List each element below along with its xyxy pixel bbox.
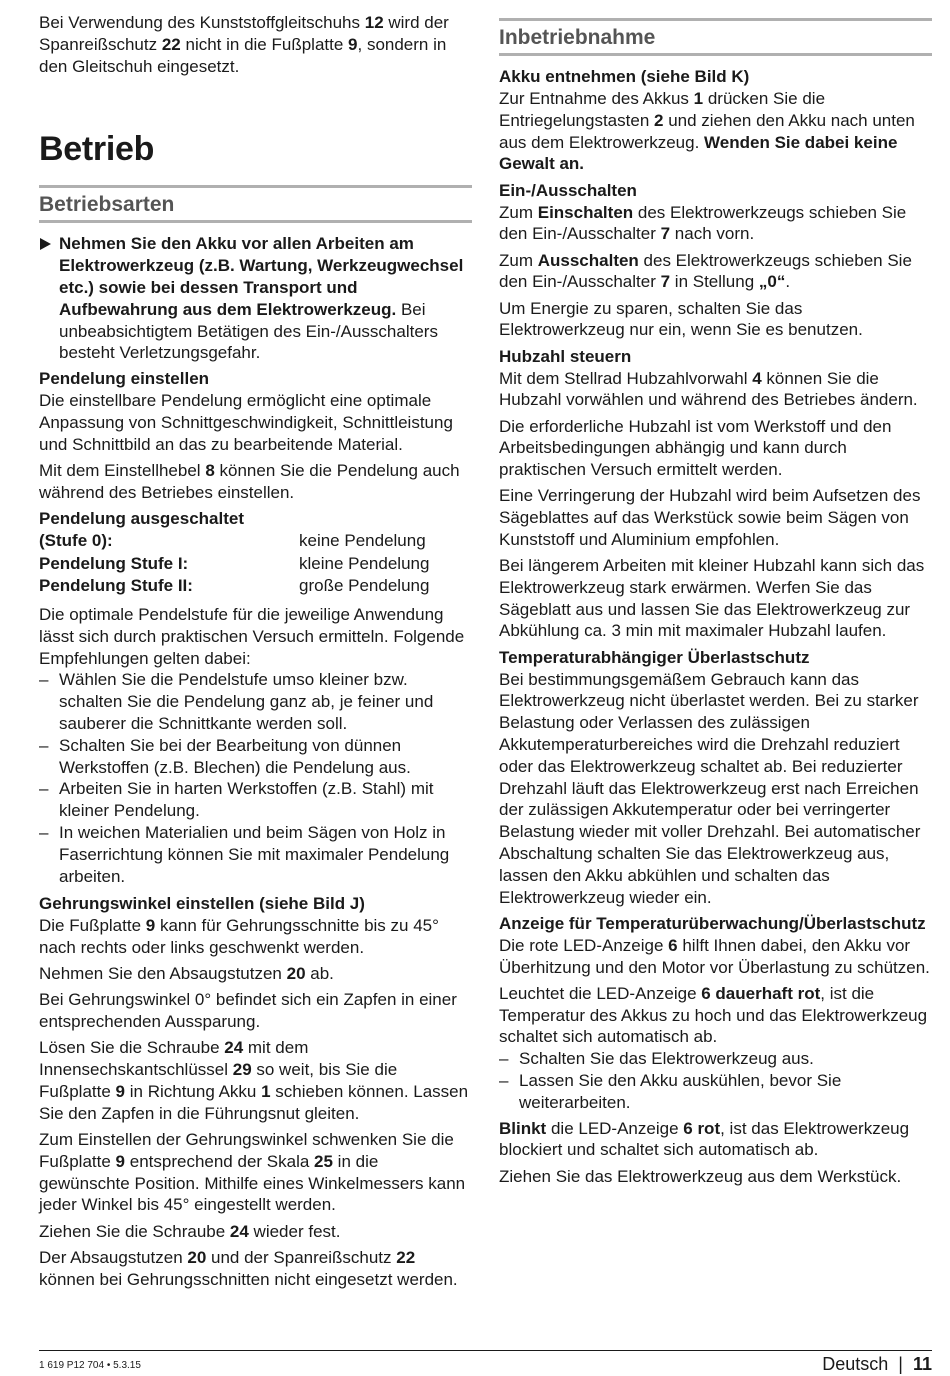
list-item: – Schalten Sie bei der Bearbeitung von dünnen Werkstoffen (z.B. Blechen) die Pendelung aus.: [39, 735, 472, 779]
list-item: – In weichen Materialien und beim Sägen von Holz in Faserrichtung können Sie mit maximaler Pendelung arbeiten.: [39, 822, 472, 887]
table-row: Pendelung Stufe I: kleine Pendelung: [39, 553, 430, 573]
paragraph-anzeige-3: Blinkt die LED-Anzeige 6 rot, ist das Elektrowerkzeug blockiert und schaltet sich automatisch ab.: [499, 1118, 910, 1160]
heading-pendelung: Pendelung einstellen: [39, 369, 210, 389]
heading-hubzahl: Hubzahl steuern: [499, 346, 632, 366]
anzeige-list: [499, 1048, 932, 1113]
intro-paragraph: Bei Verwendung des Kunststoffgleitschuhs 12 wird der Spanreißschutz 22 nicht in die Fußplatte 9, sondern in den Gleitschuh eingesetzt.: [39, 13, 449, 76]
paragraph-temperatur: Bei bestimmungsgemäßem Gebrauch kann das Elektrowerkzeug nicht überlastet werden. Bei zu starker Belastung oder Verlassen des zulässigen Akkutemperaturbereiches wird die Drehzahl reduziert oder das Elektrowerkzeug schaltet ab. Bei reduzierter Drehzahl läuft das Elektrowerkzeug erst nach Erreichen der zulässigen Akkutemperatur oder bei verringerter Belastung wieder mit voller Drehzahl. Bei automatischer Abschaltung schalten Sie das Elektrowerkzeug aus, lassen den Akku abkühlen und schalten das Elektrowerkzeug wieder ein.: [499, 669, 921, 907]
warning-arrow-icon: [40, 238, 51, 250]
paragraph-hub-3: Eine Verringerung der Hubzahl wird beim Aufsetzen des Sägeblattes auf das Werkstück sowie beim Sägen von Kunststoff und Aluminium empfohlen.: [499, 486, 921, 549]
heading-temperatur: Temperaturabhängiger Überlastschutz: [499, 647, 810, 667]
paragraph-akku: Zur Entnahme des Akkus 1 drücken Sie die Entriegelungstasten 2 und ziehen den Akku nach unten aus dem Elektrowerkzeug. Wenden Sie dabei keine Gewalt an.: [499, 89, 915, 174]
paragraph-hub-4: Bei längerem Arbeiten mit kleiner Hubzahl kann sich das Elektrowerkzeug stark erwärmen. Werfen Sie das Sägeblatt aus und lassen Sie das Elektrowerkzeug zur Abkühlung ca. 3 min mit maximaler Hubzahl laufen.: [499, 556, 925, 641]
footer-page-info: [822, 1354, 932, 1375]
section-title-betriebsarten: Betriebsarten: [39, 185, 472, 223]
heading-akku: Akku entnehmen (siehe Bild K): [499, 67, 750, 86]
section-title-inbetriebnahme: Inbetriebnahme: [499, 18, 932, 56]
paragraph-pendelung-1: Die einstellbare Pendelung ermöglicht eine optimale Anpassung von Schnittgeschwindigkeit, Schnittleistung und Schnittbild an das zu bearbeitende Material.: [39, 391, 453, 454]
paragraph-anzeige-1: Die rote LED-Anzeige 6 hilft Ihnen dabei, den Akku vor Überhitzung und den Motor vor Überlastung zu schützen.: [499, 935, 930, 977]
footer-doc-code: 1 619 P12 704 • 5.3.15: [39, 1360, 141, 1371]
paragraph-anzeige-4: Ziehen Sie das Elektrowerkzeug aus dem Werkstück.: [499, 1166, 902, 1186]
footer-divider: [39, 1350, 932, 1351]
paragraph-ein-2: Zum Ausschalten des Elektrowerkzeugs schieben Sie den Ein-/Ausschalter 7 in Stellung „0“.: [499, 250, 912, 292]
paragraph-gehrung-4: Lösen Sie die Schraube 24 mit dem Innensechskantschlüssel 29 so weit, bis Sie die Fußplatte 9 in Richtung Akku 1 schieben können. Lassen Sie den Zapfen in die Führungsnut gleiten.: [39, 1038, 469, 1123]
paragraph-gehrung-7: Der Absaugstutzen 20 und der Spanreißschutz 22 können bei Gehrungsschnitten nicht eingesetzt werden.: [39, 1247, 458, 1289]
paragraph-ein-1: Zum Einschalten des Elektrowerkzeugs schieben Sie den Ein-/Ausschalter 7 nach vorn.: [499, 202, 907, 244]
paragraph-gehrung-1: Die Fußplatte 9 kann für Gehrungsschnitte bis zu 45° nach rechts oder links geschwenkt werden.: [39, 916, 439, 958]
paragraph-gehrung-3: Bei Gehrungswinkel 0° befindet sich ein Zapfen in einer entsprechenden Aussparung.: [39, 990, 457, 1032]
paragraph-ein-3: Um Energie zu sparen, schalten Sie das Elektrowerkzeug nur ein, wenn Sie es benutzen.: [499, 298, 863, 340]
paragraph-pendelung-3: Die optimale Pendelstufe für die jeweilige Anwendung lässt sich durch praktischen Versuch ermitteln. Folgende Empfehlungen gelten dabei:: [39, 604, 465, 668]
pendelung-table: [39, 508, 459, 598]
heading-ein-aus: Ein-/Ausschalten: [499, 180, 637, 200]
list-item: – Wählen Sie die Pendelstufe umso kleiner bzw. schalten Sie die Pendelung ganz ab, je feiner und sauberer die Schnittkante werden soll.: [39, 669, 472, 734]
heading-anzeige: Anzeige für Temperaturüberwachung/Überlastschutz: [499, 913, 926, 933]
paragraph-anzeige-2: Leuchtet die LED-Anzeige 6 dauerhaft rot, ist die Temperatur des Akkus zu hoch und das Elektrowerkzeug schaltet sich automatisch ab.: [499, 983, 928, 1047]
pendelung-recommendations-list: [39, 669, 472, 887]
list-item: – Lassen Sie den Akku auskühlen, bevor Sie weiterarbeiten.: [499, 1070, 932, 1114]
footer-separator: |: [898, 1354, 903, 1374]
right-column: [499, 12, 932, 1192]
heading-gehrungswinkel: Gehrungswinkel einstellen (siehe Bild J): [39, 894, 365, 914]
page-number: 11: [912, 1354, 932, 1374]
paragraph-gehrung-2: Nehmen Sie den Absaugstutzen 20 ab.: [39, 964, 334, 984]
paragraph-gehrung-5: Zum Einstellen der Gehrungswinkel schwenken Sie die Fußplatte 9 entsprechend der Skala 25 in die gewünschte Position. Mithilfe eines Winkelmessers kann jeder Winkel bis 45° eingestellt werden.: [39, 1130, 466, 1215]
table-row: (Stufe 0): keine Pendelung: [39, 531, 426, 551]
left-column: [39, 12, 472, 1295]
paragraph-pendelung-2: Mit dem Einstellhebel 8 können Sie die Pendelung auch während des Betriebes einstellen.: [39, 460, 460, 502]
list-item: – Schalten Sie das Elektrowerkzeug aus.: [499, 1048, 932, 1070]
chapter-title: Betrieb: [39, 130, 155, 169]
paragraph-gehrung-6: Ziehen Sie die Schraube 24 wieder fest.: [39, 1221, 341, 1241]
warning-paragraph: Nehmen Sie den Akku vor allen Arbeiten am Elektrowerkzeug (z.B. Wartung, Werkzeugwechsel etc.) sowie bei dessen Transport und Aufbewahrung aus dem Elektrowerkzeug. Bei unbeabsichtigtem Betätigen des Ein-/Ausschalters besteht Verletzungsgefahr.: [39, 233, 472, 364]
list-item: – Arbeiten Sie in harten Werkstoffen (z.B. Stahl) mit kleiner Pendelung.: [39, 778, 472, 822]
paragraph-hub-2: Die erforderliche Hubzahl ist vom Werkstoff und den Arbeitsbedingungen abhängig und kann durch praktischen Versuch ermittelt werden.: [499, 416, 892, 480]
table-row: Pendelung Stufe II: große Pendelung: [39, 576, 430, 596]
footer-language: Deutsch: [822, 1354, 889, 1374]
paragraph-hub-1: Mit dem Stellrad Hubzahlvorwahl 4 können Sie die Hubzahl vorwählen und während des Betriebes ändern.: [499, 368, 918, 410]
table-row: Pendelung ausgeschaltet: [39, 508, 244, 528]
